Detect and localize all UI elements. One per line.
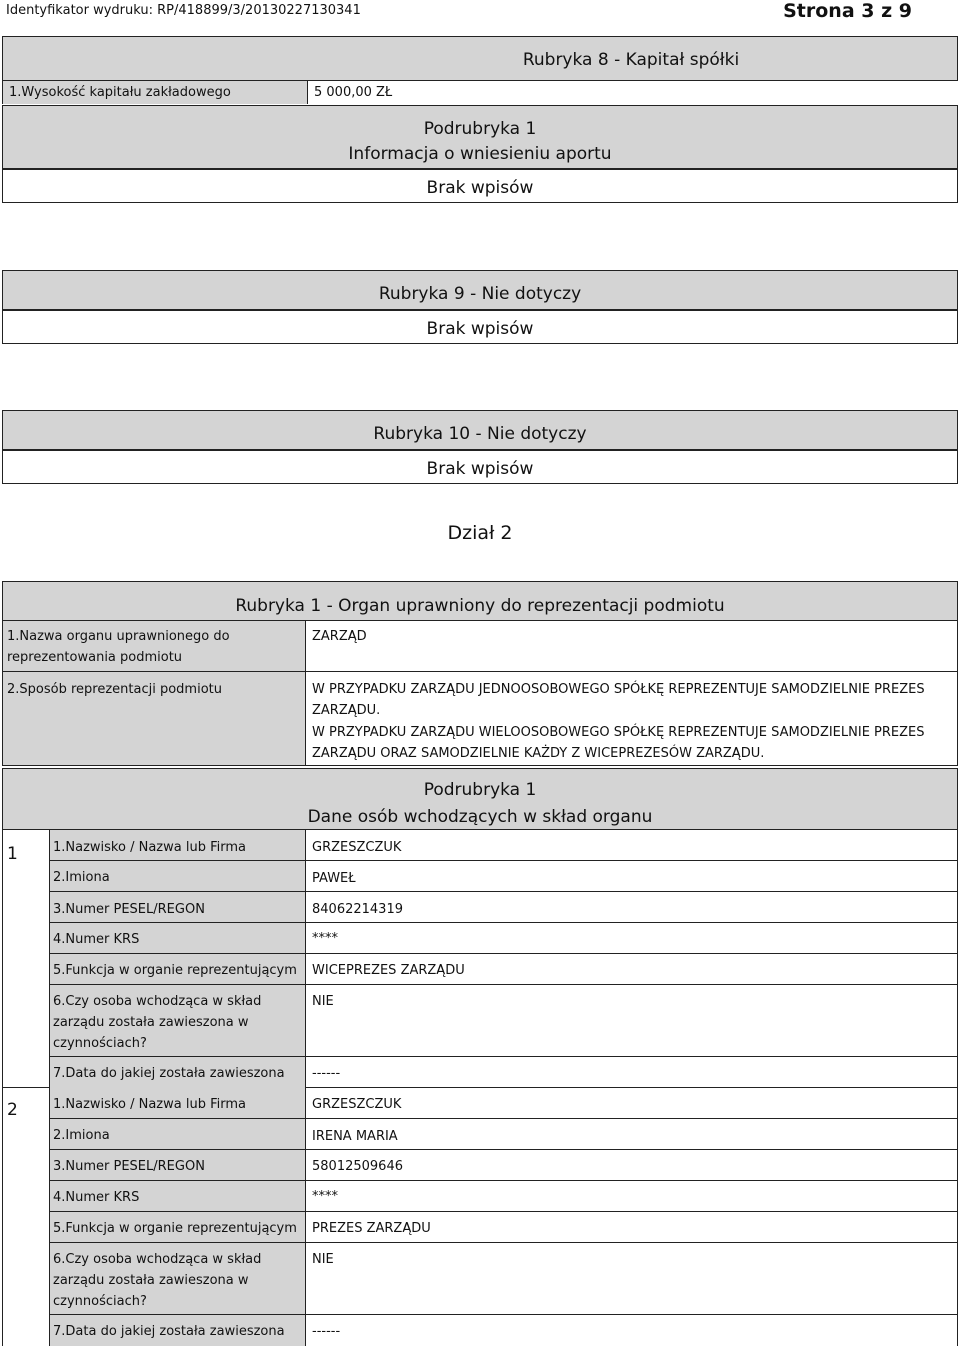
suspension-date-label-cell [50, 1057, 306, 1088]
person-number: 2 [7, 1100, 18, 1120]
organ-name-label-cell [2, 621, 306, 672]
representation-label-cell [2, 672, 306, 766]
surname-label-cell [50, 830, 306, 861]
rubryka10-header [2, 410, 958, 450]
row-divider [306, 860, 958, 861]
capital-label: 1.Wysokość kapitału zakładowego [9, 85, 231, 100]
rubryka9-header [2, 270, 958, 310]
rubryka9-empty: Brak wpisów [426, 319, 534, 339]
function-label-cell [50, 1212, 306, 1243]
person-block [50, 1088, 958, 1346]
rubryka1-header [2, 581, 958, 621]
suspended-label-cell [50, 1243, 306, 1315]
organ-name-value: ZARZĄD [312, 629, 367, 644]
capital-value: 5 000,00 ZŁ [314, 85, 393, 100]
pesel-label-cell [50, 892, 306, 923]
surname-label: 1.Nazwisko / Nazwa lub Firma [53, 840, 246, 855]
person-number-cell [2, 830, 50, 1088]
suspended-label: 6.Czy osoba wchodząca w skład zarządu została zawieszona w czynnościach? [53, 994, 262, 1051]
row-divider [306, 1118, 958, 1119]
rubryka9-title: Rubryka 9 - Nie dotyczy [378, 284, 582, 304]
names-label: 2.Imiona [53, 1128, 110, 1143]
suspension-date-label: 7.Data do jakiej została zawieszona [53, 1324, 285, 1339]
suspension-date-value: ------ [312, 1324, 341, 1339]
krs-label-cell [50, 923, 306, 954]
podrubryka-osoby-header [2, 768, 958, 830]
person-number: 1 [7, 844, 18, 864]
rubryka8-title: Rubryka 8 - Kapitał spółki [522, 50, 740, 70]
surname-label-cell [50, 1088, 306, 1119]
person-number-cell [2, 1088, 50, 1346]
row-divider [306, 1149, 958, 1150]
function-value: WICEPREZES ZARZĄDU [312, 963, 465, 978]
surname-value: GRZESZCZUK [312, 840, 402, 855]
pesel-value: 84062214319 [312, 902, 403, 917]
function-label: 5.Funkcja w organie reprezentującym [53, 1221, 297, 1236]
pesel-label: 3.Numer PESEL/REGON [53, 1159, 205, 1174]
rubryka1-title: Rubryka 1 - Organ uprawniony do reprezentacji podmiotu [235, 596, 725, 616]
suspended-value: NIE [312, 1252, 334, 1267]
aport-empty: Brak wpisów [426, 178, 534, 198]
capital-value-cell [308, 80, 958, 104]
row-divider [306, 1056, 958, 1057]
row-divider [306, 1211, 958, 1212]
krs-value: **** [312, 1189, 338, 1204]
rubryka10-empty-row [2, 450, 958, 484]
rubryka10-empty: Brak wpisów [426, 459, 534, 479]
pesel-value: 58012509646 [312, 1159, 403, 1174]
function-value: PREZES ZARZĄDU [312, 1221, 431, 1236]
page-number: Strona 3 z 9 [783, 0, 912, 22]
suspension-date-label: 7.Data do jakiej została zawieszona [53, 1066, 285, 1081]
podrubryka-osoby-subtitle: Dane osób wchodzących w skład organu [307, 807, 653, 827]
podrubryka-aport-subtitle: Informacja o wniesieniu aportu [348, 144, 612, 164]
names-label: 2.Imiona [53, 870, 110, 885]
organ-name-label: 1.Nazwa organu uprawnionego do reprezentowania podmiotu [7, 629, 230, 665]
function-label: 5.Funkcja w organie reprezentującym [53, 963, 297, 978]
pesel-label-cell [50, 1150, 306, 1181]
dzial-title: Dział 2 [447, 522, 513, 544]
podrubryka-aport-title: Podrubryka 1 [423, 119, 537, 139]
krs-label: 4.Numer KRS [53, 932, 140, 947]
krs-value: **** [312, 931, 338, 946]
representation-value-1: W PRZYPADKU ZARZĄDU JEDNOOSOBOWEGO SPÓŁKĘ REPREZENTUJE SAMODZIELNIE PREZES ZARZĄDU. [312, 682, 925, 718]
representation-label: 2.Sposób reprezentacji podmiotu [7, 682, 222, 697]
surname-label: 1.Nazwisko / Nazwa lub Firma [53, 1097, 246, 1112]
row-divider [306, 891, 958, 892]
function-label-cell [50, 954, 306, 985]
pesel-label: 3.Numer PESEL/REGON [53, 902, 205, 917]
rubryka9-empty-row [2, 310, 958, 344]
podrubryka-aport-header [2, 105, 958, 169]
rubryka8-header [2, 36, 958, 104]
row-divider [306, 922, 958, 923]
row-divider [306, 984, 958, 985]
suspended-label: 6.Czy osoba wchodząca w skład zarządu została zawieszona w czynnościach? [53, 1252, 262, 1309]
names-label-cell [50, 1119, 306, 1150]
row-divider [306, 1242, 958, 1243]
podrubryka-osoby-title: Podrubryka 1 [423, 780, 537, 800]
representation-value-2: W PRZYPADKU ZARZĄDU WIELOOSOBOWEGO SPÓŁKĘ REPREZENTUJE SAMODZIELNIE PREZES ZARZĄDU ORAZ SAMODZIELNIE KAŻDY Z WICEPREZESÓW ZARZĄDU. [312, 725, 925, 761]
suspension-date-value: ------ [312, 1066, 341, 1081]
suspension-date-label-cell [50, 1315, 306, 1346]
surname-value: GRZESZCZUK [312, 1097, 402, 1112]
names-value: IRENA MARIA [312, 1129, 398, 1144]
row-divider [306, 1180, 958, 1181]
aport-empty-row [2, 169, 958, 203]
print-identifier: Identyfikator wydruku: RP/418899/3/20130227130341 [6, 3, 361, 18]
krs-label: 4.Numer KRS [53, 1190, 140, 1205]
person-block [50, 830, 958, 1088]
names-label-cell [50, 861, 306, 892]
krs-label-cell [50, 1181, 306, 1212]
suspended-value: NIE [312, 994, 334, 1009]
row-divider [306, 1314, 958, 1315]
row-divider [306, 953, 958, 954]
names-value: PAWEŁ [312, 871, 356, 886]
suspended-label-cell [50, 985, 306, 1057]
organ-name-value-cell [306, 621, 958, 672]
rubryka10-title: Rubryka 10 - Nie dotyczy [373, 424, 587, 444]
representation-value-cell [306, 672, 958, 766]
